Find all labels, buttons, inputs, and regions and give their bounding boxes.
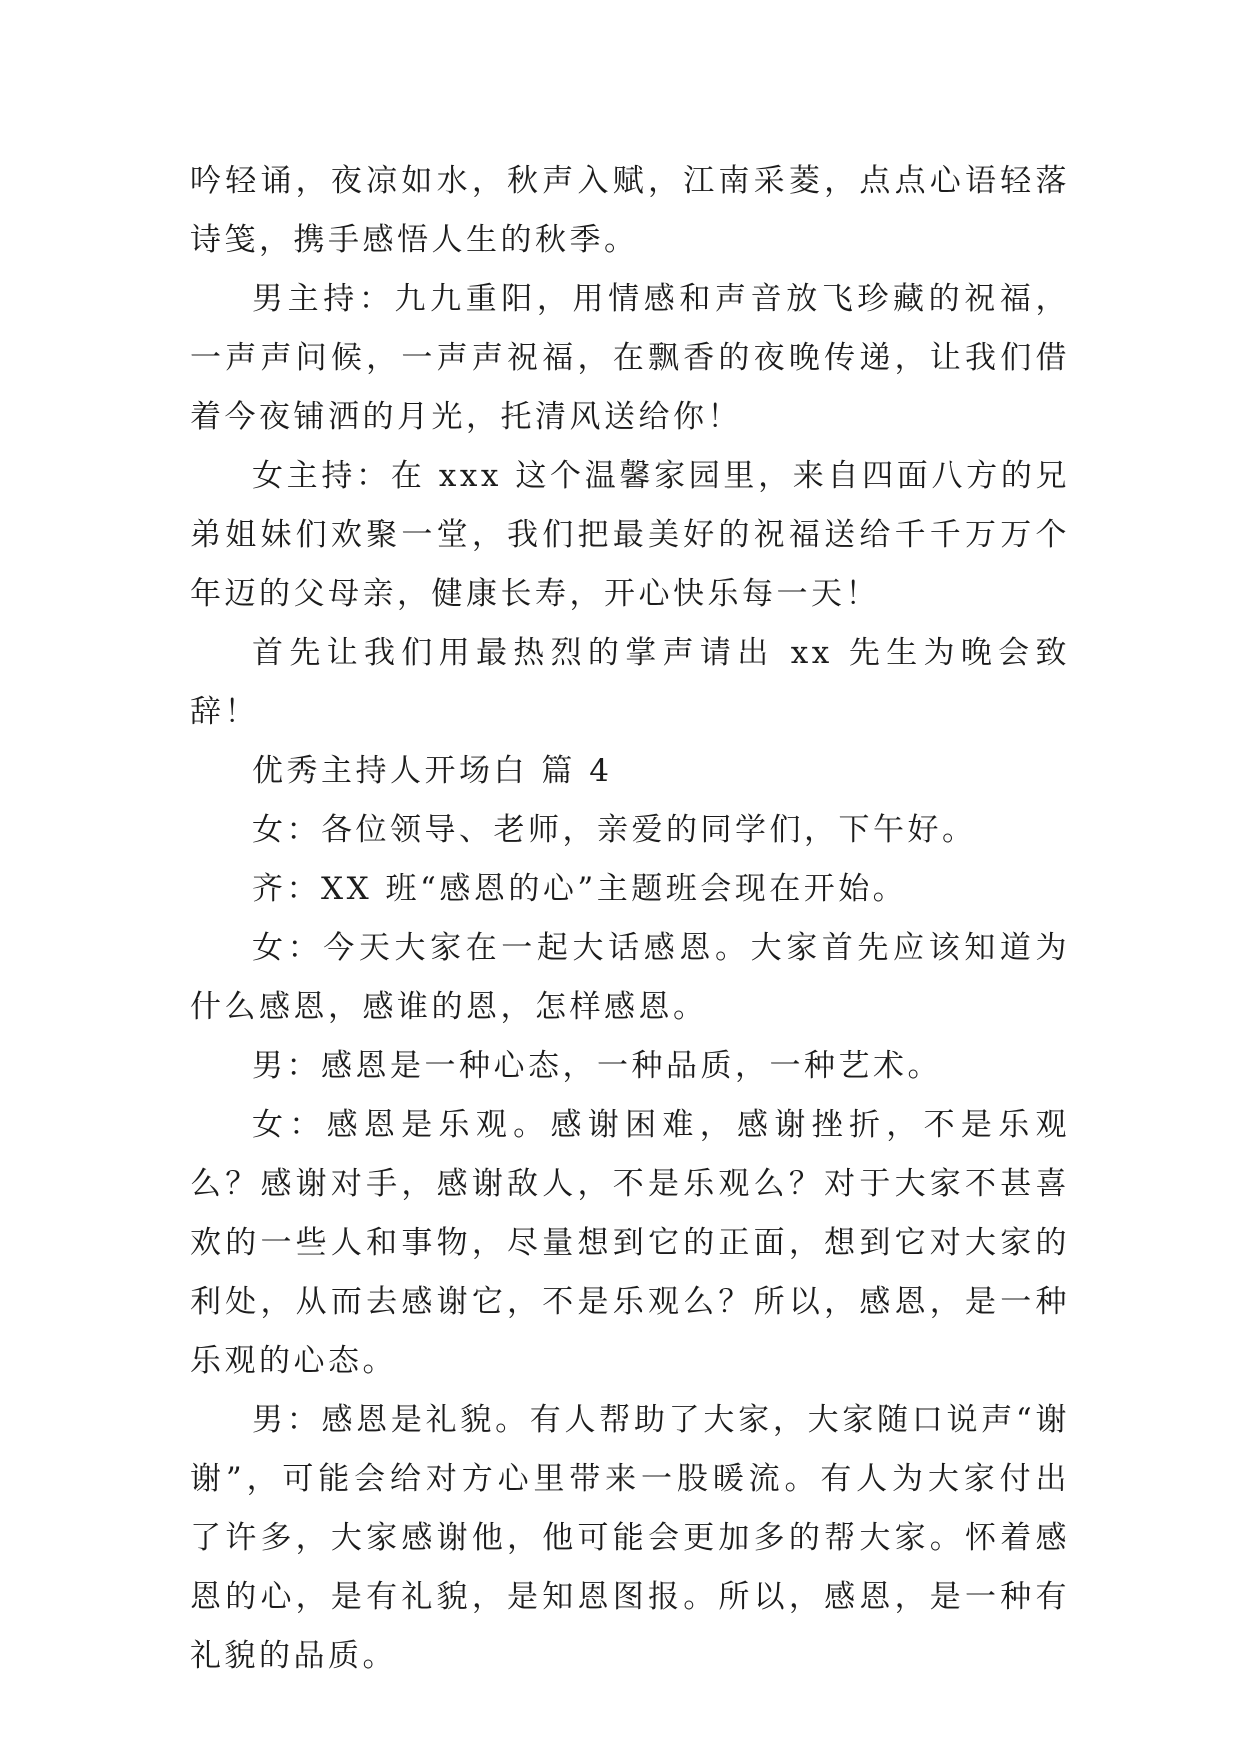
section-heading: 优秀主持人开场白 篇 4 — [252, 753, 613, 789]
paragraph-6: 女：各位领导、老师，亲爱的同学们，下午好。 — [252, 812, 977, 848]
paragraph-10: 女：感恩是乐观。感谢困难，感谢挫折，不是乐观么？感谢对手，感谢敌人，不是乐观么？对于大家不甚喜欢的一些人和事物，尽量想到它的正面，想到它对大家的利处，从而去感谢它，不是乐观么？所以，感恩，是一种乐观的心态。 — [190, 1107, 1070, 1379]
paragraph-8: 女：今天大家在一起大话感恩。大家首先应该知道为什么感恩，感谁的恩，怎样感恩。 — [190, 930, 1070, 1025]
paragraph-3: 女主持：在 xxx 这个温馨家园里，来自四面八方的兄弟姐妹们欢聚一堂，我们把最美好的祝福送给千千万万个年迈的父母亲，健康长寿，开心快乐每一天！ — [190, 458, 1070, 612]
paragraph-7: 齐：XX 班“感恩的心”主题班会现在开始。 — [252, 871, 908, 907]
paragraph-4: 首先让我们用最热烈的掌声请出 xx 先生为晚会致辞！ — [190, 635, 1070, 730]
paragraph-2: 男主持：九九重阳，用情感和声音放飞珍藏的祝福，一声声问候，一声声祝福，在飘香的夜晚传递，让我们借着今夜铺洒的月光，托清风送给你！ — [190, 281, 1070, 435]
paragraph-9: 男：感恩是一种心态，一种品质，一种艺术。 — [252, 1048, 942, 1084]
paragraph-1: 吟轻诵，夜凉如水，秋声入赋，江南采菱，点点心语轻落诗笺，携手感悟人生的秋季。 — [190, 163, 1070, 258]
paragraph-11: 男：感恩是礼貌。有人帮助了大家，大家随口说声“谢谢”，可能会给对方心里带来一股暖流。有人为大家付出了许多，大家感谢他，他可能会更加多的帮大家。怀着感恩的心，是有礼貌，是知恩图报。所以，感恩，是一种有礼貌的品质。 — [190, 1402, 1070, 1674]
document-body — [190, 152, 1070, 1686]
